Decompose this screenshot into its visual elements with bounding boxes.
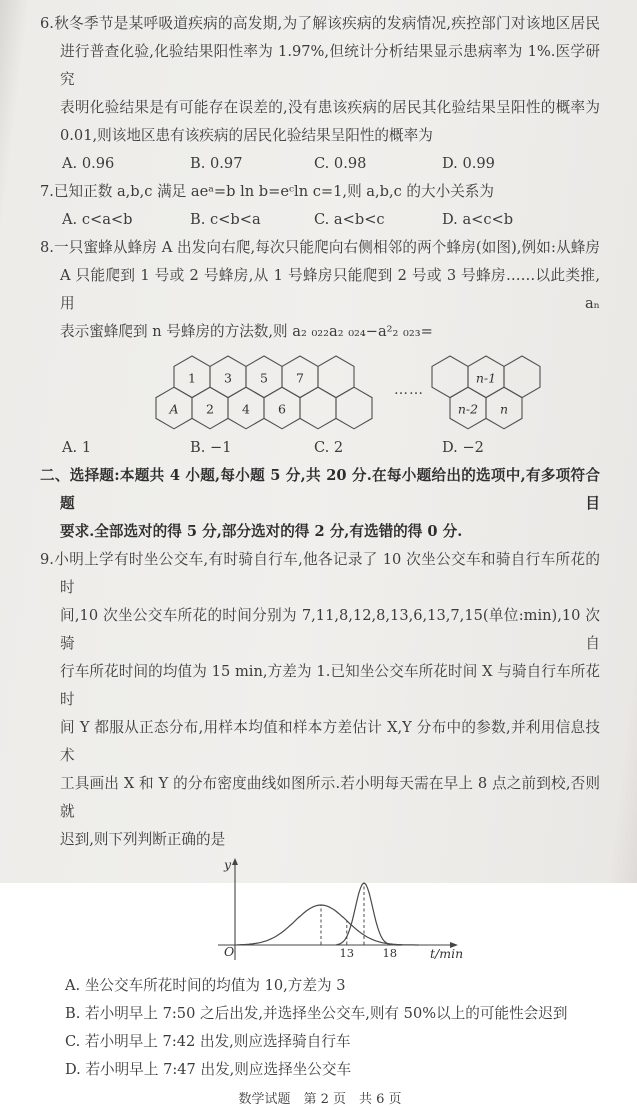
x-tick-label: 13 [339, 946, 355, 960]
hexagon-cell [504, 356, 540, 398]
question-7 [40, 178, 600, 234]
q9-option-d: D. 若小明早上 7:47 出发,则应选择坐公交车 [65, 1061, 352, 1078]
q6-option-b: B. 0.97 [190, 155, 243, 172]
q6-option-d: D. 0.99 [442, 155, 495, 172]
honeycomb-figure [155, 350, 600, 430]
hexagon-label: 1 [188, 370, 196, 386]
q7-option-d: D. a<c<b [442, 211, 514, 228]
y-axis-label: y [224, 857, 232, 872]
hexagon-cell [336, 387, 372, 429]
hexagon-label: 6 [278, 401, 286, 417]
q9-line-5: 工具画出 X 和 Y 的分布密度曲线如图所示.若小明每天需在早上 8 点之前到校,否则就 [60, 775, 600, 820]
q6-line-1: 6.秋冬季节是某呼吸道疾病的高发期,为了解该疾病的发病情况,疾控部门对该地区居民 [40, 15, 600, 32]
hexagon-label: 4 [242, 401, 250, 417]
q9-option-a: A. 坐公交车所花时间的均值为 10,方差为 3 [65, 977, 346, 994]
q6-option-a: A. 0.96 [62, 155, 115, 172]
hexagon-label: 2 [206, 401, 214, 417]
origin-label: O [224, 944, 235, 959]
q7-options [62, 206, 600, 234]
hexagon-cell [318, 356, 354, 398]
hexagon-label: 3 [224, 370, 232, 386]
q7-option-a: A. c<a<b [62, 211, 133, 228]
x-tick-label: 18 [382, 946, 398, 960]
hexagon-label: A [169, 401, 179, 417]
bus-time-density-curve [237, 905, 419, 945]
x-axis-label: t/min [430, 946, 464, 961]
honeycomb-left-svg [155, 350, 387, 430]
q8-line-3: 表示蜜蜂爬到 n 号蜂房的方法数,则 a₂ ₀₂₂a₂ ₀₂₄−a²₂ ₀₂₃= [60, 323, 433, 340]
q7-line-1: 7.已知正数 a,b,c 满足 aeᵃ=b ln b=eᶜln c=1,则 a,b,c 的大小关系为 [40, 183, 494, 200]
section-2-line-2: 要求.全部选对的得 5 分,部分选对的得 2 分,有选错的得 0 分. [60, 523, 463, 540]
density-curves-svg [210, 857, 464, 965]
q8-options [62, 434, 600, 462]
hexagon-label: n-2 [457, 401, 479, 417]
q8-option-b: B. −1 [190, 439, 232, 456]
q8-option-d: D. −2 [442, 439, 484, 456]
hexagon-label: 7 [296, 370, 304, 386]
honeycomb-right-svg [431, 350, 559, 430]
q8-option-a: A. 1 [62, 439, 92, 456]
q9-line-1: 9.小明上学有时坐公交车,有时骑自行车,他各记录了 10 次坐公交车和骑自行车所花的时 [40, 551, 600, 596]
section-2-line-1: 二、选择题:本题共 4 小题,每小题 5 分,共 20 分.在每小题给出的选项中,有多项符合题目 [40, 467, 600, 512]
q6-line-2: 进行普查化验,化验结果阳性率为 1.97%,但统计分析结果显示患病率为 1%.医学研究 [60, 43, 600, 88]
q7-option-c: C. a<b<c [314, 211, 385, 228]
bike-time-density-curve [337, 883, 402, 945]
q6-line-4: 0.01,则该地区患有该疾病的居民化验结果呈阳性的概率为 [60, 127, 433, 144]
q6-line-3: 表明化验结果是有可能存在误差的,没有患该疾病的居民其化验结果呈阳性的概率为 [60, 99, 600, 116]
q6-option-c: C. 0.98 [314, 155, 367, 172]
q6-options [62, 150, 600, 178]
section-2-header [40, 462, 600, 546]
q9-line-2: 间,10 次坐公交车所花的时间分别为 7,11,8,12,8,13,6,13,7,15(单位:min),10 次骑自 [60, 607, 600, 652]
distribution-figure [210, 857, 600, 969]
hexagon-cell [432, 356, 468, 398]
q9-line-3: 行车所花时间的均值为 15 min,方差为 1.已知坐公交车所花时间 X 与骑自行车所花时 [60, 663, 600, 708]
q9-option-c: C. 若小明早上 7:42 出发,则应选择骑自行车 [65, 1033, 351, 1050]
question-9 [40, 546, 600, 1084]
q9-line-6: 迟到,则下列判断正确的是 [60, 831, 226, 848]
q8-line-1: 8.一只蜜蜂从蜂房 A 出发向右爬,每次只能爬向右侧相邻的两个蜂房(如图),例如:从蜂房 [40, 239, 600, 256]
hexagon-cell [300, 387, 336, 429]
y-axis-arrow [232, 858, 238, 865]
page-footer: 数学试题 第 2 页 共 6 页 [238, 1092, 402, 1107]
q9-line-4: 间 Y 都服从正态分布,用样本均值和样本方差估计 X,Y 分布中的参数,并利用信息技术 [60, 719, 600, 764]
hexagon-label: n-1 [475, 370, 497, 386]
hexagon-label: 5 [260, 370, 268, 386]
q7-option-b: B. c<b<a [190, 211, 261, 228]
q8-line-2: A 只能爬到 1 号或 2 号蜂房,从 1 号蜂房只能爬到 2 号或 3 号蜂房……以此类推,用 aₙ [60, 267, 600, 312]
hexagon-label: n [499, 401, 509, 417]
q8-option-c: C. 2 [314, 439, 344, 456]
honeycomb-dots: …… [394, 382, 424, 398]
q9-option-b: B. 若小明早上 7:50 之后出发,并选择坐公交车,则有 50%以上的可能性会迟到 [65, 1005, 568, 1022]
question-6 [40, 10, 600, 178]
question-8 [40, 234, 600, 462]
